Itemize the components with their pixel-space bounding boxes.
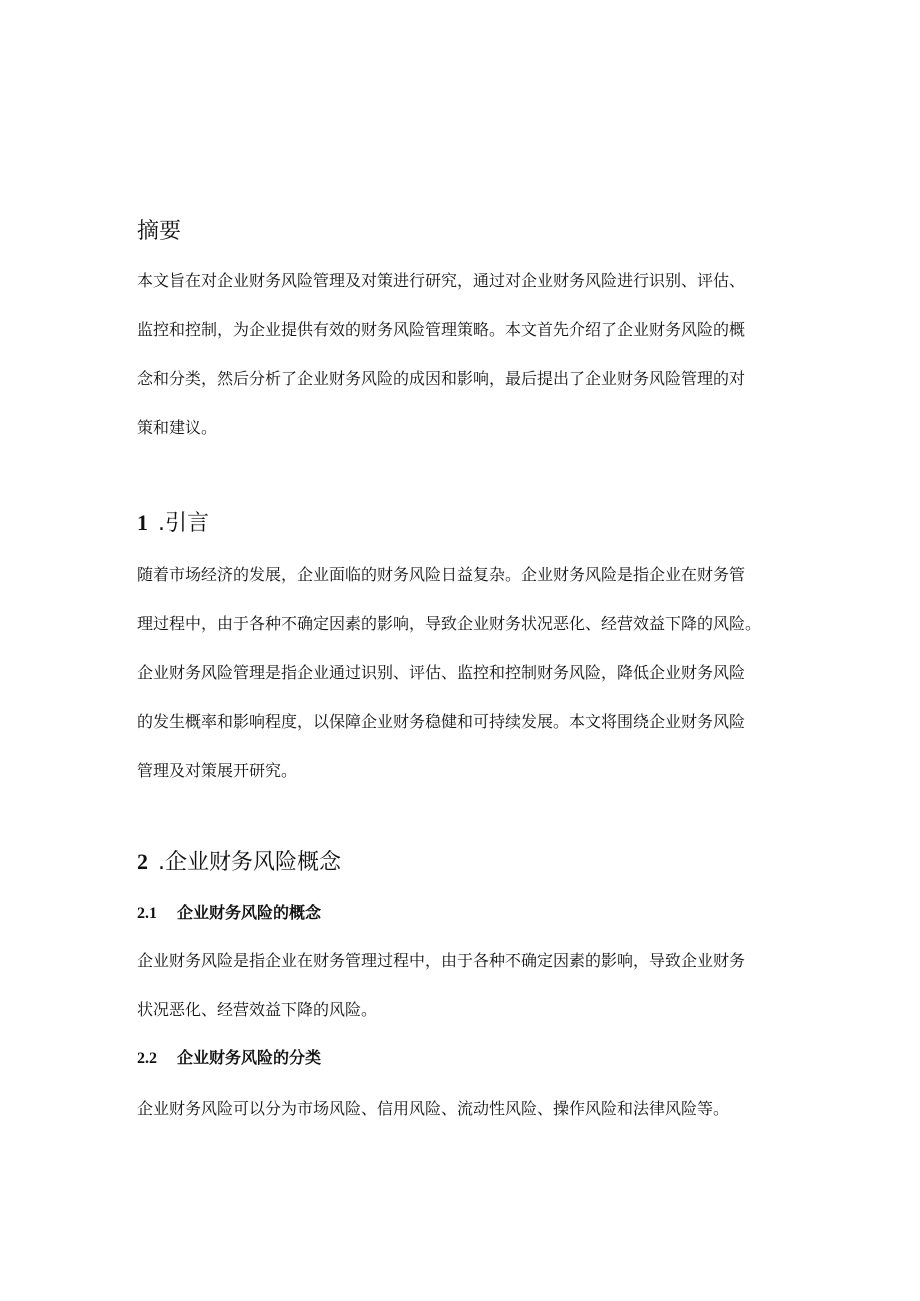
section-1-line: 的发生概率和影响程度，以保障企业财务稳健和可持续发展。本文将围绕企业财务风险	[137, 712, 746, 731]
section-2-number: 2	[137, 849, 148, 874]
abstract-line: 本文旨在对企业财务风险管理及对策进行研究，通过对企业财务风险进行识别、评估、	[137, 271, 746, 290]
section-1-line: 企业财务风险管理是指企业通过识别、评估、监控和控制财务风险，降低企业财务风险	[137, 663, 746, 682]
subsection-2-1-number: 2.1	[137, 905, 157, 922]
section-1-title: .引言	[158, 511, 209, 536]
subsection-2-2-line: 企业财务风险可以分为市场风险、信用风险、流动性风险、操作风险和法律风险等。	[137, 1099, 730, 1118]
section-1-line: 随着市场经济的发展，企业面临的财务风险日益复杂。企业财务风险是指企业在财务管	[137, 565, 746, 584]
subsection-2-2-number: 2.2	[137, 1050, 157, 1067]
subsection-2-2-heading	[137, 1043, 321, 1074]
abstract-line: 念和分类，然后分析了企业财务风险的成因和影响，最后提出了企业财务风险管理的对	[137, 369, 746, 388]
subsection-2-1-paragraph	[137, 936, 797, 1034]
subsection-2-2-title: 企业财务风险的分类	[177, 1048, 322, 1067]
section-1-line: 管理及对策展开研究。	[137, 761, 298, 780]
abstract-line: 策和建议。	[137, 418, 218, 437]
section-1-number: 1	[137, 510, 148, 535]
subsection-2-1-line: 企业财务风险是指企业在财务管理过程中，由于各种不确定因素的影响，导致企业财务	[137, 951, 746, 970]
abstract-title: 摘要	[137, 219, 182, 244]
abstract-paragraph	[137, 256, 797, 452]
abstract-line: 监控和控制，为企业提供有效的财务风险管理策略。本文首先介绍了企业财务风险的概	[137, 320, 746, 339]
subsection-2-1-title: 企业财务风险的概念	[177, 903, 322, 922]
section-2-heading	[137, 842, 341, 883]
subsection-2-1-heading	[137, 898, 321, 929]
subsection-2-1-line: 状况恶化、经营效益下降的风险。	[137, 1000, 378, 1019]
section-1-line: 理过程中，由于各种不确定因素的影响，导致企业财务状况恶化、经营效益下降的风险。	[137, 614, 762, 633]
subsection-2-2-paragraph	[137, 1084, 797, 1133]
section-2-title: .企业财务风险概念	[158, 850, 341, 875]
section-1-heading	[137, 503, 209, 544]
section-1-paragraph	[137, 550, 797, 795]
